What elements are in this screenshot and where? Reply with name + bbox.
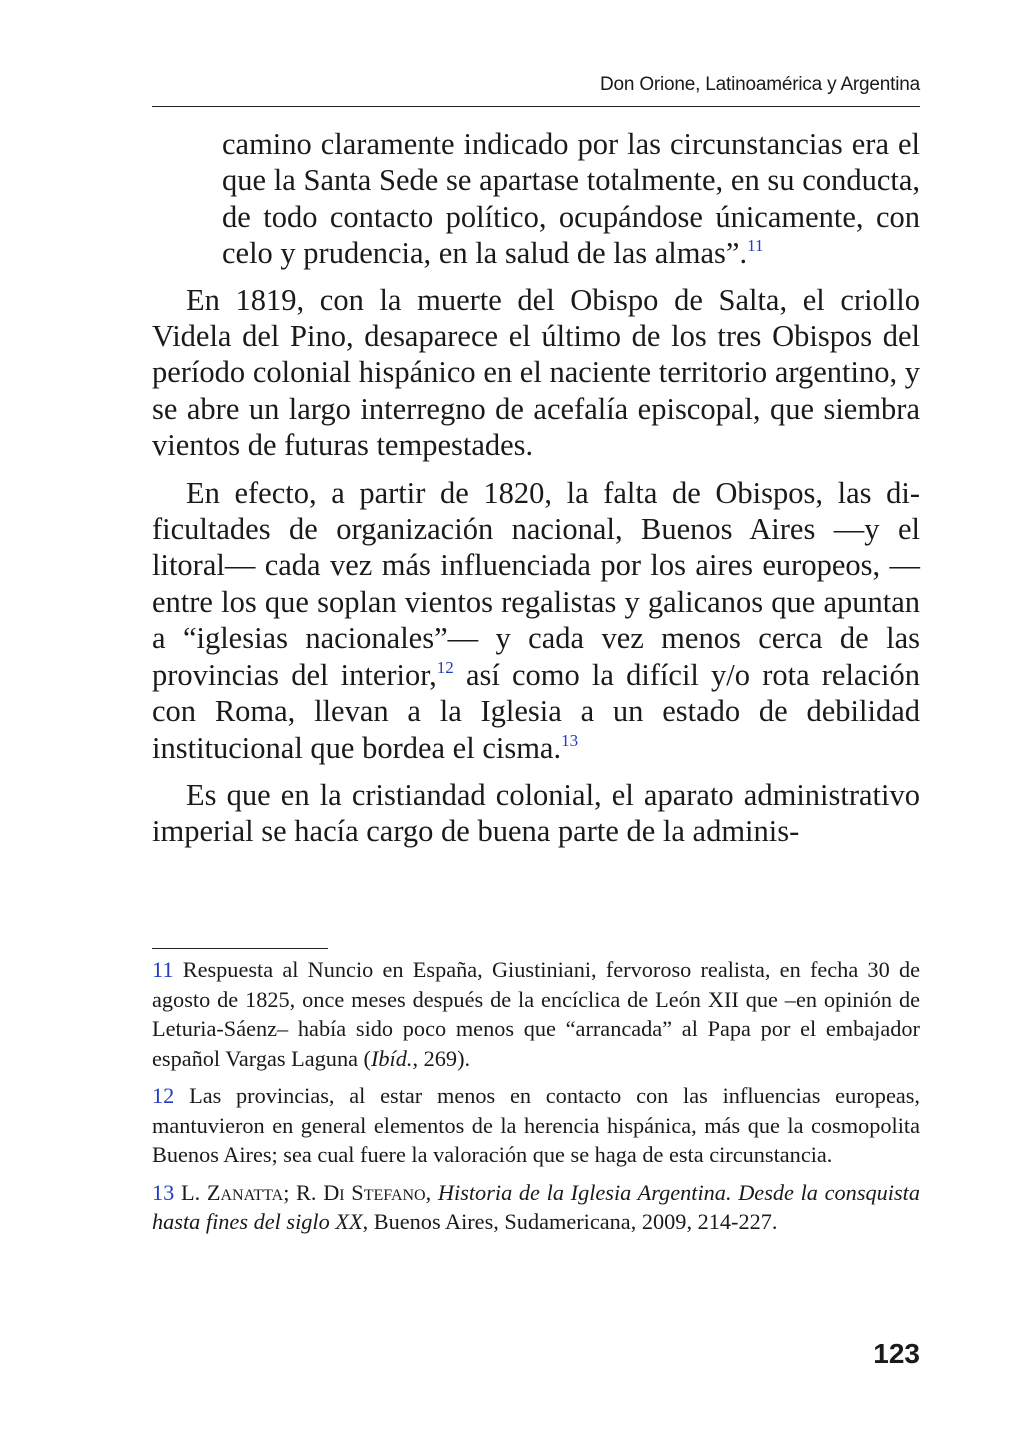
footnote-italic: Ibíd.	[370, 1045, 413, 1071]
author-surname-1: Zanatta	[206, 1179, 284, 1205]
paragraph-1: En 1819, con la muerte del Obispo de Salta, el criollo Videla del Pino, desaparece el último de los tres Obispos del período colonial hispánico en el naciente territorio argentino, y se abre un largo interregno de acefalía episcopal, que siembra vientos de futuras tempestades.	[152, 282, 920, 463]
footnote-12	[152, 1081, 920, 1170]
book-page	[152, 0, 920, 1453]
page-number: 123	[873, 1338, 920, 1369]
title-separator: ,	[425, 1179, 438, 1205]
paragraph-2-text-b: así como la difícil y/o rota relación con Roma, llevan a la Iglesia a un estado de debilidad institucional que bordea el cisma.	[152, 657, 920, 765]
footnote-ref-12[interactable]: 12	[436, 657, 454, 677]
footnote-number: 12	[152, 1083, 175, 1108]
running-header: Don Orione, Latinoamérica y Argentina	[599, 74, 920, 95]
footnote-text-end: , 269).	[412, 1045, 471, 1071]
main-text	[152, 126, 920, 861]
author-surname-2: Di Stefano	[323, 1179, 426, 1205]
author-initial: L.	[174, 1179, 207, 1205]
footnote-ref-13[interactable]: 13	[561, 730, 579, 750]
footnote-11	[152, 955, 920, 1073]
book-title: Historia de la Iglesia Argentina. Desde la consquista hasta fines del siglo XX	[152, 1179, 921, 1234]
footnote-ref-11[interactable]: 11	[747, 236, 764, 256]
footnote-number: 13	[152, 1179, 175, 1205]
paragraph-2-text-a: En efecto, a partir de 1820, la falta de Obispos, las dificultades de organización nacional, Buenos Aires —y el litoral— cada vez más influenciada por los aires europeos, —entre los que soplan vientos regalistas y galicanos que apuntan a “iglesias nacionales”— y cada vez menos cerca de las provincias del interior,	[152, 475, 920, 692]
block-quote	[222, 126, 920, 272]
paragraph-3: Es que en la cristiandad colonial, el aparato administrativo imperial se hacía cargo de buena parte de la adminis-	[152, 777, 920, 849]
quote-text: camino claramente indicado por las circunstancias era el que la Santa Sede se apartase totalmente, en su conducta, de todo contacto político, ocupándose únicamente, con celo y prudencia, en la salud de las almas”.	[222, 127, 920, 271]
author-separator: ; R.	[283, 1179, 324, 1205]
footnotes	[152, 955, 920, 1245]
header-rule	[152, 106, 920, 107]
footnote-number: 11	[152, 957, 174, 982]
footnote-text: Respuesta al Nuncio en España, Giustiniani, fervoroso realista, en fecha 30 de agosto de 1825, once meses después de la encíclica de León XII que –en opinión de Leturia-Sáenz– había sido poco menos que “arrancada” al Papa por el embajador español Vargas Laguna (	[152, 957, 920, 1071]
footnote-rule	[152, 948, 328, 949]
publication-info: , Buenos Aires, Sudamericana, 2009, 214-227.	[362, 1209, 778, 1234]
footnote-text: Las provincias, al estar menos en contacto con las influencias europeas, mantuvieron en general elementos de la herencia hispánica, más que la cosmopolita Buenos Aires; sea cual fuere la valoración que se haga de esta circunstancia.	[152, 1083, 920, 1167]
footnote-13	[152, 1178, 920, 1237]
paragraph-2	[152, 475, 920, 766]
